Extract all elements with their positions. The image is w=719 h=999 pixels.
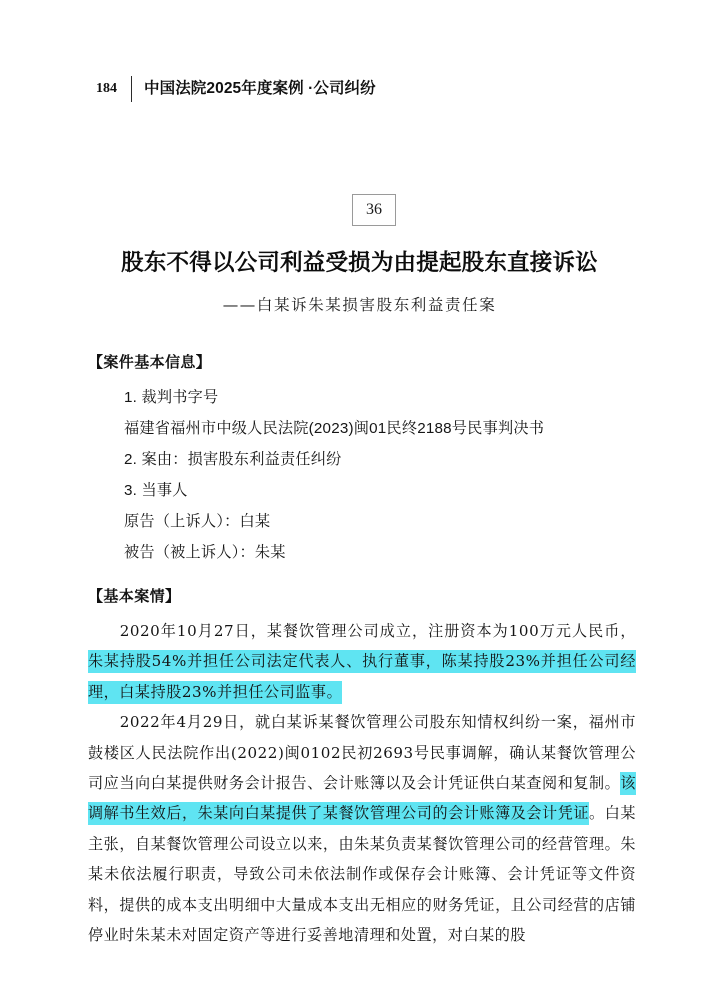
running-header-title: 中国法院2025年度案例 ·公司纠纷 (144, 80, 376, 97)
facts-paragraph-2 (88, 707, 636, 950)
running-header (96, 76, 376, 102)
case-info-item-3-label: 3. 当事人 (124, 482, 188, 499)
page-folio-number: 184 (96, 81, 117, 96)
facts-p2-highlight: 该调解书生效后，朱某向白某提供了某餐饮管理公司的会计账簿及会计凭证 (88, 772, 636, 825)
case-info-item-1-label: 1. 裁判书字号 (124, 389, 219, 406)
body-column (88, 348, 636, 950)
section-heading-case-info: 【案件基本信息】 (88, 354, 212, 371)
facts-p1-highlight: 朱某持股54%并担任公司法定代表人、执行董事，陈某持股23%并担任公司经理，白某持股23%并担任公司监事。 (88, 650, 636, 703)
case-info-defendant: 被告（被上诉人）：朱某 (124, 544, 286, 561)
chapter-number-value: 36 (366, 201, 382, 218)
case-info-item-2-cause: 2. 案由：损害股东利益责任纠纷 (124, 451, 342, 468)
facts-p2-plain-before: 2022年4月29日，就白某诉某餐饮管理公司股东知情权纠纷一案，福州市鼓楼区人民法院作出(2022)闽0102民初2693号民事调解，确认某餐饮管理公司应当向白某提供财务会计报告、会计账簿以及会计凭证供白某查阅和复制。 (88, 713, 636, 793)
section-heading-facts: 【基本案情】 (88, 588, 181, 605)
case-info-plaintiff: 原告（上诉人）：白某 (124, 513, 271, 530)
header-divider-rule (131, 76, 132, 102)
facts-p1-plain-text: 2020年10月27日，某餐饮管理公司成立，注册资本为100万元人民币， (119, 622, 636, 640)
case-info-judgment-number: 福建省福州市中级人民法院(2023)闽01民终2188号民事判决书 (124, 420, 545, 437)
chapter-number-box (352, 194, 396, 226)
facts-paragraph-1 (88, 616, 636, 707)
article-subtitle: ——白某诉朱某损害股东利益责任案 (222, 296, 497, 314)
article-title: 股东不得以公司利益受损为由提起股东直接诉讼 (121, 250, 598, 275)
facts-p2-plain-after: 。白某主张，自某餐饮管理公司设立以来，由朱某负责某餐饮管理公司的经营管理。朱某未依法履行职责，导致公司未依法制作或保存会计账簿、会计凭证等文件资料，提供的成本支出明细中大量成本支出无相应的财务凭证，且公司经营的店铺停业时朱某未对固定资产等进行妥善地清理和处置，对白某的股 (88, 804, 636, 945)
